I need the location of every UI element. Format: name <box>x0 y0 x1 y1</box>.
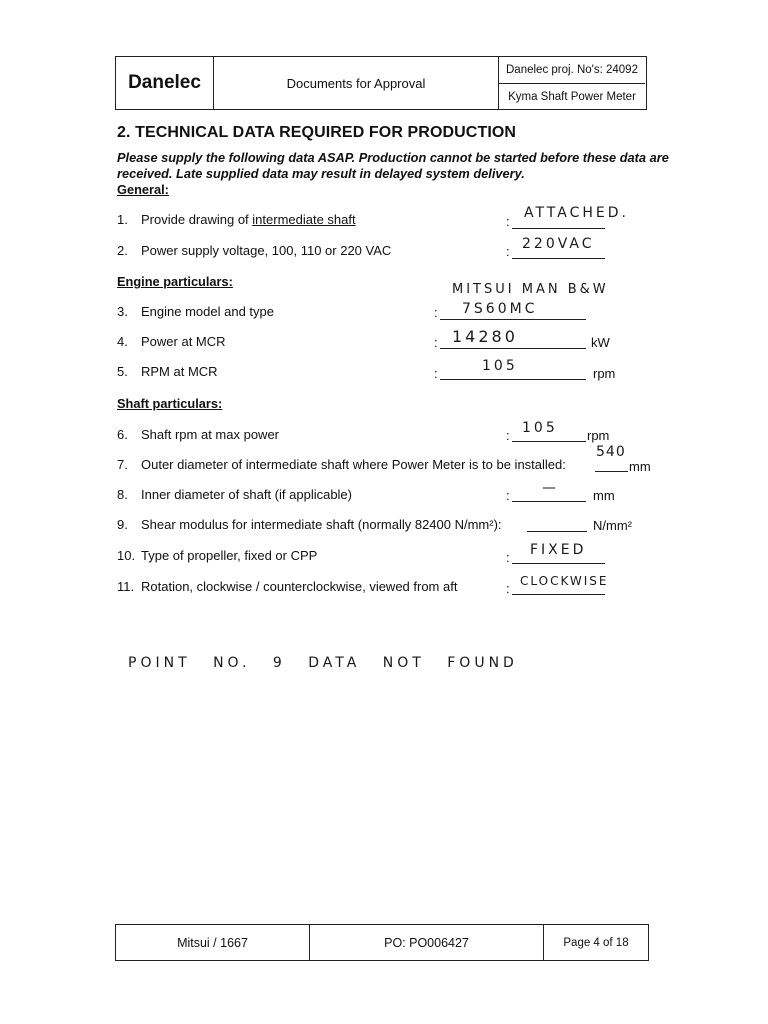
colon: : <box>506 428 510 443</box>
answer-line <box>595 471 628 472</box>
notice-text: Please supply the following data ASAP. Production cannot be started before these data are received. Late supplied data may result in delayed system delivery. <box>117 150 669 181</box>
company-logo: Danelec <box>116 57 214 109</box>
answer-line <box>440 319 586 320</box>
section-general: General: <box>117 182 169 197</box>
item-5: 5. RPM at MCR <box>117 364 218 379</box>
answer-line <box>440 379 586 380</box>
answer-10: FIXED <box>530 542 587 558</box>
answer-3: 7S60MC <box>462 301 538 317</box>
answer-5: 105 <box>482 358 518 374</box>
unit-mm: mm <box>629 459 651 474</box>
item-11: 11. Rotation, clockwise / counterclockwise, viewed from aft <box>117 579 458 594</box>
answer-line <box>512 594 605 595</box>
answer-line <box>512 501 586 502</box>
answer-line <box>512 258 605 259</box>
colon: : <box>434 366 438 381</box>
item-10: 10. Type of propeller, fixed or CPP <box>117 548 318 563</box>
section-shaft: Shaft particulars: <box>117 396 223 411</box>
item-6: 6. Shaft rpm at max power <box>117 427 279 442</box>
customer-reference: Mitsui / 1667 <box>116 925 310 960</box>
project-number: Danelec proj. No's: 24092 <box>499 57 645 84</box>
answer-line <box>527 531 587 532</box>
unit-kw: kW <box>591 335 610 350</box>
document-header <box>115 56 647 110</box>
answer-line <box>512 228 605 229</box>
answer-8: — <box>542 480 559 496</box>
item-8: 8. Inner diameter of shaft (if applicable) <box>117 487 352 502</box>
colon: : <box>506 581 510 596</box>
colon: : <box>506 550 510 565</box>
unit-rpm: rpm <box>587 428 610 443</box>
unit-mm: mm <box>593 488 615 503</box>
answer-line <box>512 441 586 442</box>
item-4: 4. Power at MCR <box>117 334 226 349</box>
item-1: 1. Provide drawing of intermediate shaft <box>117 212 356 227</box>
colon: : <box>506 214 510 229</box>
answer-1: ATTACHED. <box>524 205 629 221</box>
answer-line <box>512 563 605 564</box>
intermediate-shaft-link: intermediate shaft <box>252 212 356 227</box>
colon: : <box>506 244 510 259</box>
handwritten-note: POINT NO. 9 DATA NOT FOUND <box>128 655 518 671</box>
answer-6: 105 <box>522 420 558 436</box>
answer-3-top: MITSUI MAN B&W <box>452 282 609 297</box>
answer-7: 540 <box>596 444 626 460</box>
section-engine: Engine particulars: <box>117 274 233 289</box>
page-number: Page 4 of 18 <box>563 936 629 949</box>
unit-rpm: rpm <box>593 366 616 381</box>
colon: : <box>434 305 438 320</box>
item-7: 7. Outer diameter of intermediate shaft where Power Meter is to be installed: <box>117 457 566 472</box>
product-name: Kyma Shaft Power Meter <box>508 90 636 103</box>
document-type: Documents for Approval <box>214 57 499 109</box>
page-title: 2. TECHNICAL DATA REQUIRED FOR PRODUCTION <box>117 124 517 141</box>
po-number: PO: PO006427 <box>310 925 544 960</box>
answer-line <box>440 348 586 349</box>
colon: : <box>506 488 510 503</box>
unit-nmm2: N/mm² <box>593 518 632 533</box>
answer-2: 220VAC <box>522 236 595 252</box>
answer-11: CLOCKWISE <box>520 574 609 588</box>
colon: : <box>434 335 438 350</box>
answer-4: 14280 <box>452 327 518 346</box>
item-3: 3. Engine model and type <box>117 304 274 319</box>
document-footer <box>115 924 649 961</box>
item-2: 2. Power supply voltage, 100, 110 or 220 VAC <box>117 243 392 258</box>
item-9: 9. Shear modulus for intermediate shaft (normally 82400 N/mm²): <box>117 517 502 532</box>
